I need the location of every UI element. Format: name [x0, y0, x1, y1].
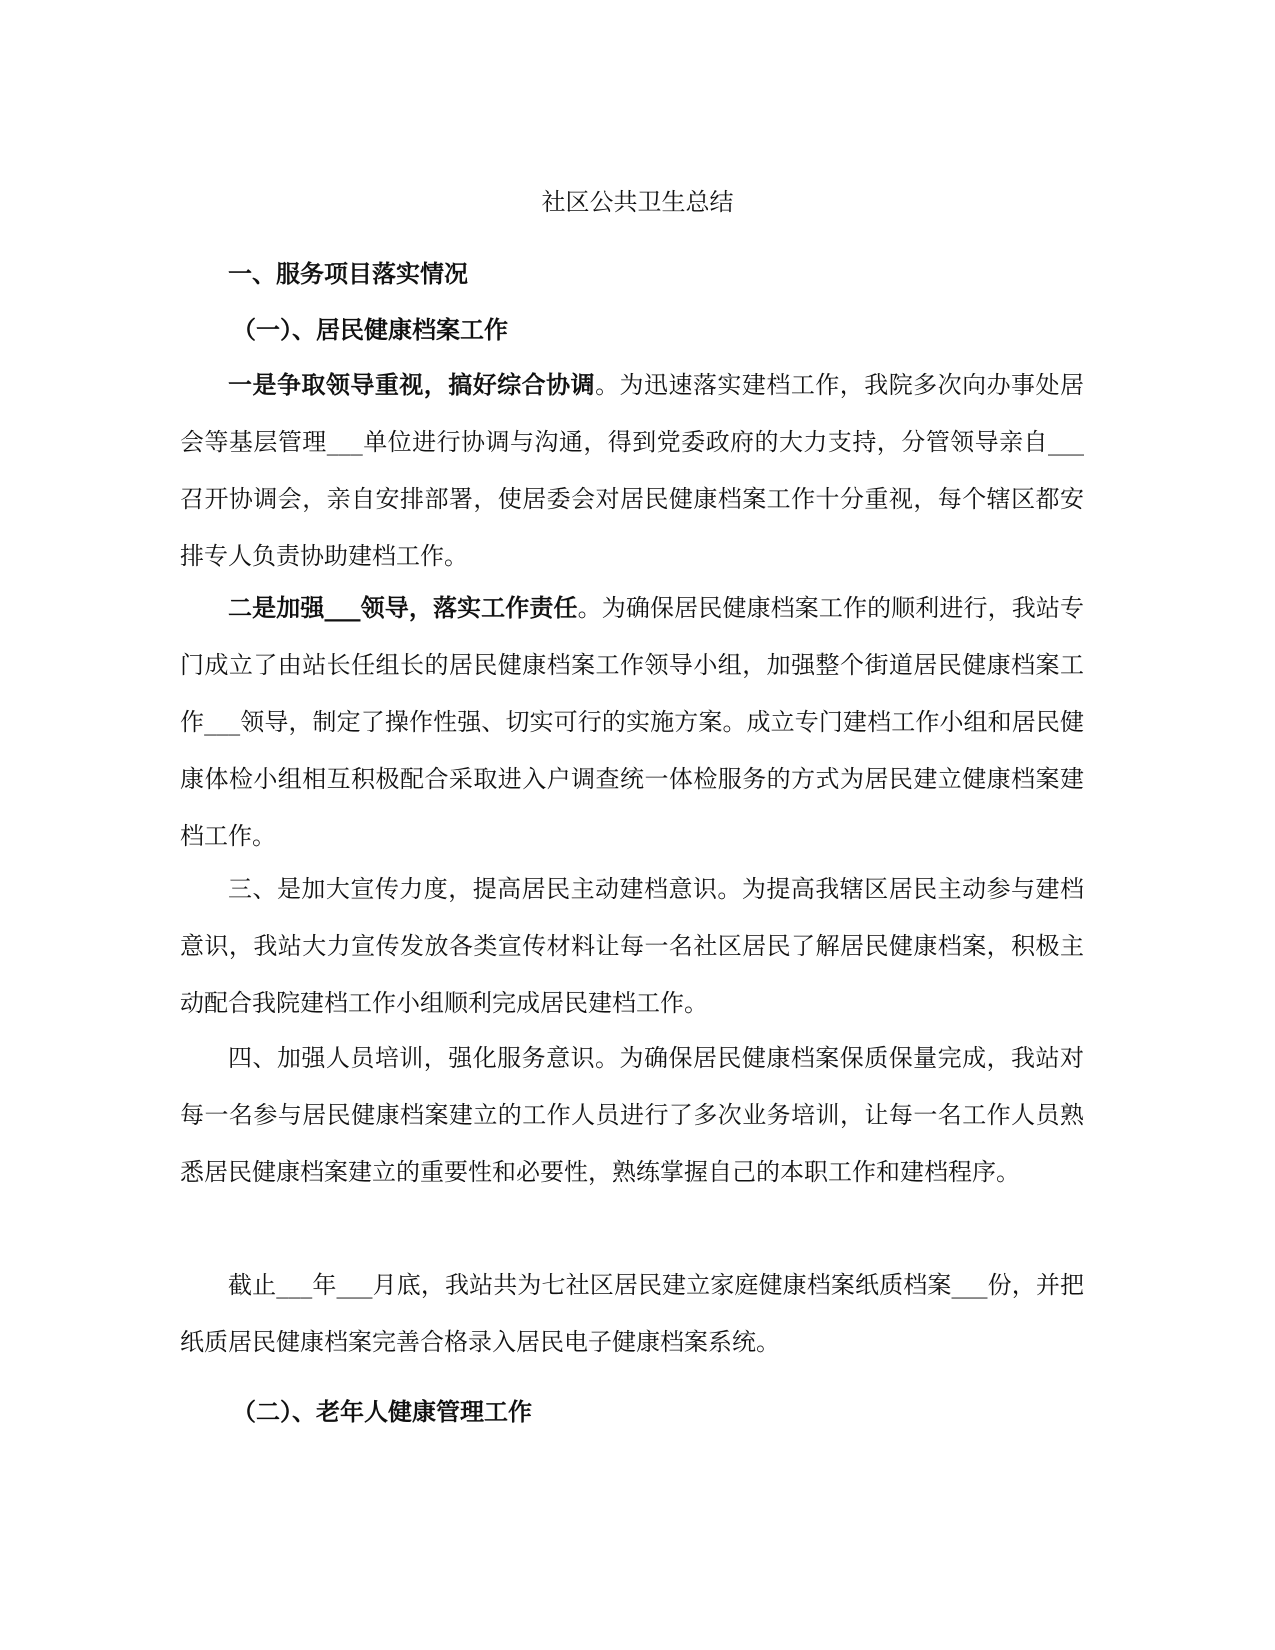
paragraph-1-lead: 一是争取领导重视，搞好综合协调 [228, 370, 596, 399]
paragraph-4: 四、加强人员培训，强化服务意识。为确保居民健康档案保质保量完成，我站对每一名参与居民健康档案建立的工作人员进行了多次业务培训，让每一名工作人员熟悉居民健康档案建立的重要性和必要性，熟练掌握自己的本职工作和建档程序。 [180, 1044, 1084, 1186]
paragraph-1 [180, 356, 1084, 585]
paragraph-2 [180, 579, 1084, 865]
section-heading-1: 一、服务项目落实情况 [228, 259, 468, 288]
paragraph-2-lead: 二是加强___领导，落实工作责任 [228, 593, 578, 622]
subsection-heading-2: （二）、老年人健康管理工作 [232, 1397, 532, 1426]
document-title: 社区公共卫生总结 [541, 188, 734, 216]
paragraph-3: 三、是加大宣传力度，提高居民主动建档意识。为提高我辖区居民主动参与建档意识，我站大力宣传发放各类宣传材料让每一名社区居民了解居民健康档案，积极主动配合我院建档工作小组顺利完成居民建档工作。 [180, 875, 1084, 1017]
subsection-heading-1: （一）、居民健康档案工作 [232, 315, 508, 344]
paragraph-2-body: 。为确保居民健康档案工作的顺利进行，我站专门成立了由站长任组长的居民健康档案工作领导小组，加强整个街道居民健康档案工作___领导，制定了操作性强、切实可行的实施方案。成立专门建档工作小组和居民健康体检小组相互积极配合采取进入户调查统一体检服务的方式为居民建立健康档案建档工作。 [180, 594, 1085, 850]
paragraph-5: 截止___年___月底，我站共为七社区居民建立家庭健康档案纸质档案___份，并把纸质居民健康档案完善合格录入居民电子健康档案系统。 [180, 1271, 1084, 1356]
paragraph-1-body: 。为迅速落实建档工作，我院多次向办事处居会等基层管理___单位进行协调与沟通，得到党委政府的大力支持，分管领导亲自___召开协调会，亲自安排部署，使居委会对居民健康档案工作十分重视，每个辖区都安排专人负责协助建档工作。 [180, 371, 1085, 570]
